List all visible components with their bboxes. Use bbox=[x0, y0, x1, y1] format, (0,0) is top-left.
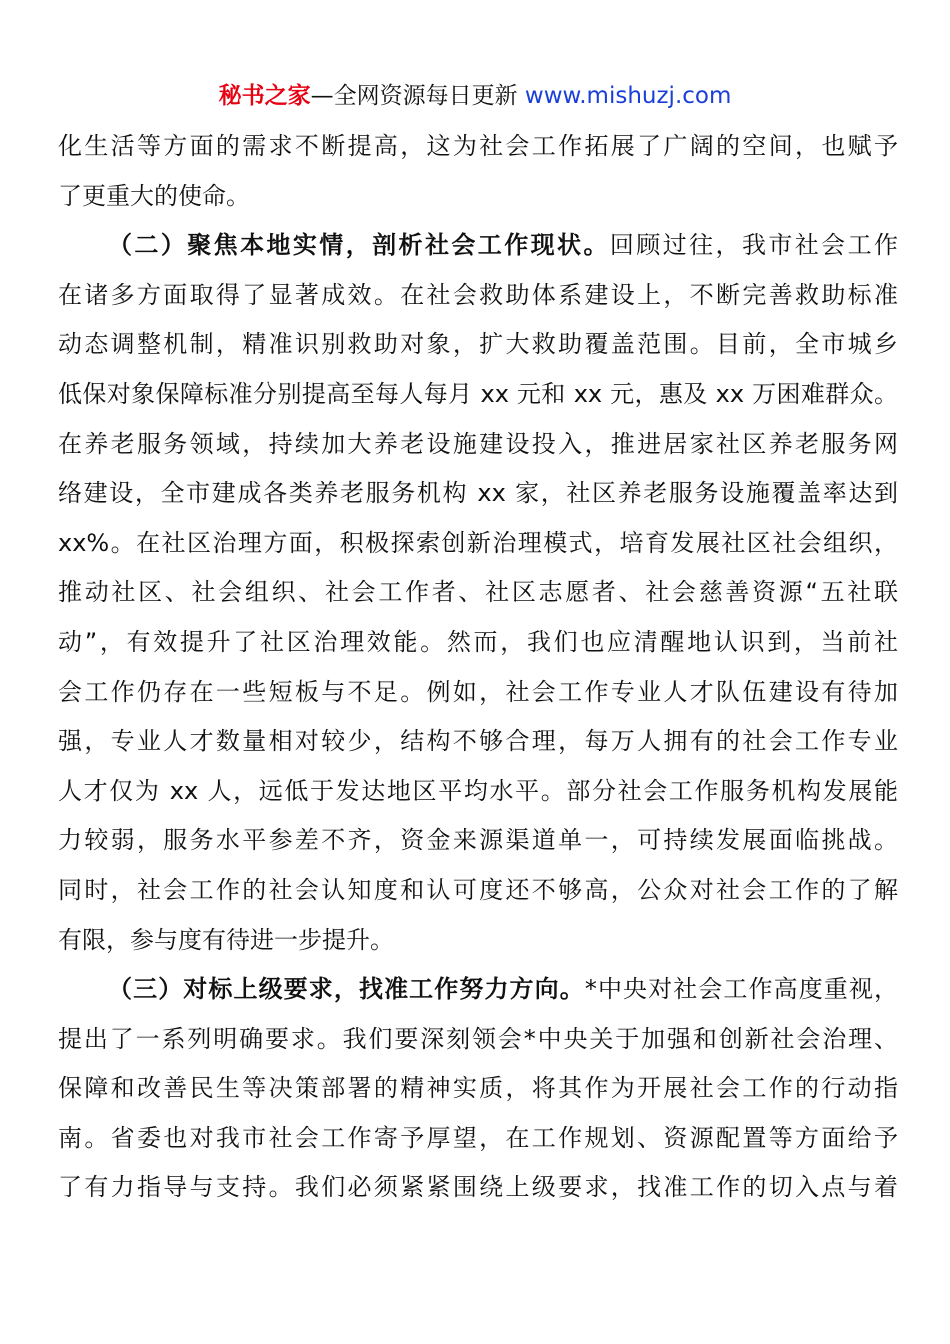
body-line: 有限，参与度有待进一步提升。 bbox=[58, 925, 394, 954]
body-line: 动”，有效提升了社区治理效能。然而，我们也应清醒地认识到，当前社 bbox=[58, 627, 898, 656]
body-line: 人才仅为 xx 人，远低于发达地区平均水平。部分社会工作服务机构发展能 bbox=[58, 776, 898, 805]
body-line: 会工作仍存在一些短板与不足。例如，社会工作专业人才队伍建设有待加 bbox=[58, 677, 898, 706]
body-line: 南。省委也对我市社会工作寄予厚望，在工作规划、资源配置等方面给予 bbox=[58, 1123, 898, 1152]
body-line: 推动社区、社会组织、社会工作者、社区志愿者、社会慈善资源“五社联 bbox=[58, 578, 898, 607]
body-line: xx%。在社区治理方面，积极探索创新治理模式，培育发展社区社会组织， bbox=[58, 528, 898, 557]
site-url: www.mishuzj.com bbox=[524, 83, 732, 109]
site-tagline: —全网资源每日更新 bbox=[310, 83, 518, 109]
section-three-first-line bbox=[58, 965, 898, 1015]
body-line: 化生活等方面的需求不断提高，这为社会工作拓展了广阔的空间，也赋予 bbox=[58, 132, 898, 160]
document-body bbox=[58, 122, 898, 1213]
body-line: 强，专业人才数量相对较少，结构不够合理，每万人拥有的社会工作专业 bbox=[58, 727, 898, 756]
body-line: 同时，社会工作的社会认知度和认可度还不够高，公众对社会工作的了解 bbox=[58, 875, 898, 904]
section-three-lead-text: *中央对社会工作高度重视， bbox=[584, 975, 898, 1004]
body-line: 了有力指导与支持。我们必须紧紧围绕上级要求，找准工作的切入点与着 bbox=[58, 1173, 898, 1202]
body-line: 在诸多方面取得了显著成效。在社会救助体系建设上，不断完善救助标准 bbox=[58, 280, 898, 309]
body-line: 络建设，全市建成各类养老服务机构 xx 家，社区养老服务设施覆盖率达到 bbox=[58, 479, 898, 508]
body-line: 保障和改善民生等决策部署的精神实质，将其作为开展社会工作的行动指 bbox=[58, 1074, 898, 1103]
body-line: 力较弱，服务水平参差不齐，资金来源渠道单一，可持续发展面临挑战。 bbox=[58, 826, 898, 855]
site-brand-name: 秘书之家 bbox=[218, 83, 311, 109]
section-two-first-line bbox=[58, 221, 898, 271]
body-line: 动态调整机制，精准识别救助对象，扩大救助覆盖范围。目前，全市城乡 bbox=[58, 330, 898, 359]
section-heading-two: （二）聚焦本地实情，剖析社会工作现状。 bbox=[108, 231, 610, 260]
body-line: 了更重大的使命。 bbox=[58, 181, 250, 210]
site-watermark-header bbox=[0, 80, 950, 112]
body-line: 在养老服务领域，持续加大养老设施建设投入，推进居家社区养老服务网 bbox=[58, 429, 898, 458]
body-line: 低保对象保障标准分别提高至每人每月 xx 元和 xx 元，惠及 xx 万困难群众。 bbox=[58, 379, 898, 408]
section-heading-three: （三）对标上级要求，找准工作努力方向。 bbox=[108, 975, 585, 1004]
section-two-lead-text: 回顾过往，我市社会工作 bbox=[609, 231, 898, 260]
body-line: 提出了一系列明确要求。我们要深刻领会*中央关于加强和创新社会治理、 bbox=[58, 1024, 898, 1053]
